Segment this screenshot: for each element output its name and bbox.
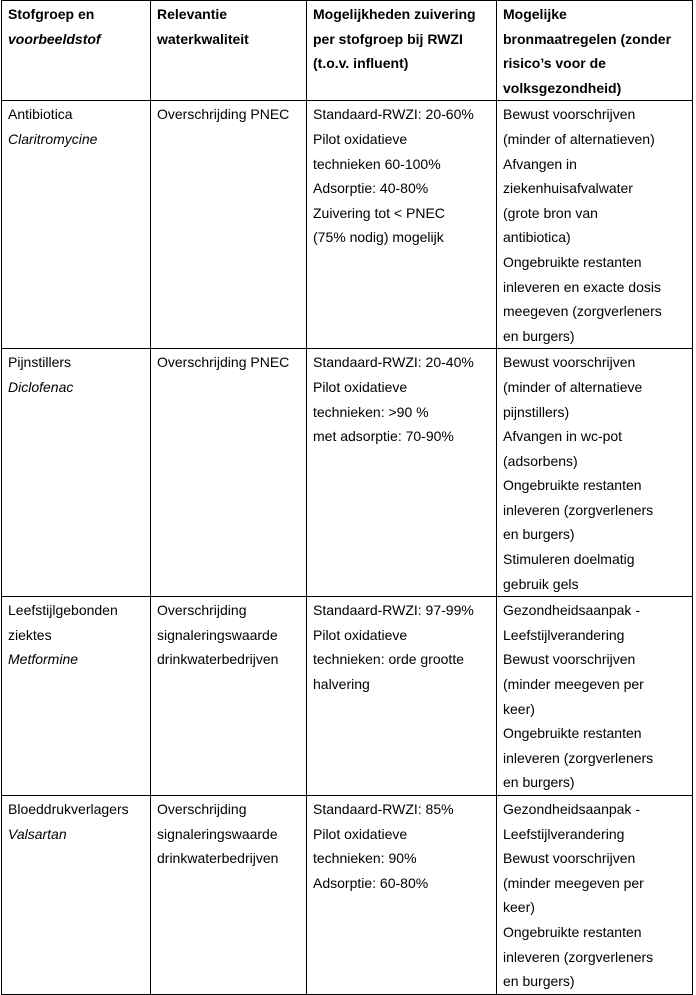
cell-zuivering — [307, 101, 497, 349]
cell-text: Bewust voorschrijven — [503, 651, 636, 668]
cell-text: Ongebruikte restanten — [503, 923, 642, 940]
header-bronmaatregelen — [497, 1, 693, 101]
cell-text: (minder of alternatieve — [503, 378, 643, 395]
cell-text: Pilot oxidatieve — [313, 130, 408, 147]
cell-text: Standaard-RWZI: 85% — [313, 801, 454, 817]
cell-bronmaatregelen — [497, 349, 693, 597]
cell-text: Afvangen in wc-pot — [503, 428, 623, 445]
header-text: Mogelijkheden zuivering — [313, 6, 476, 22]
cell-text: Adsorptie: 40-80% — [313, 180, 429, 197]
cell-text: antibiotica) — [503, 229, 571, 246]
cell-text: Metformine — [8, 651, 79, 668]
cell-text: Standaard-RWZI: 20-40% — [313, 354, 474, 371]
cell-text: (minder meegeven per — [503, 874, 644, 891]
cell-text: inleveren (zorgverleners — [503, 948, 654, 965]
cell-text: Bewust voorschrijven — [503, 850, 636, 867]
cell-text: en burgers) — [503, 327, 575, 344]
cell-zuivering — [307, 796, 497, 995]
cell-text: meegeven (zorgverleners — [503, 303, 662, 320]
cell-text: keer) — [503, 899, 535, 916]
cell-relevantie — [151, 597, 307, 796]
table-row — [2, 597, 693, 796]
cell-text: Ongebruikte restanten — [503, 477, 642, 494]
header-zuivering — [307, 1, 497, 101]
cell-text: drinkwaterbedrijven — [157, 850, 279, 867]
cell-bronmaatregelen — [497, 101, 693, 349]
cell-text: (minder of alternatieven) — [503, 130, 655, 147]
cell-text: Bloeddrukverlagers — [8, 801, 129, 817]
header-text: bronmaatregelen (zonder — [503, 30, 672, 47]
header-text: voorbeeldstof — [8, 30, 101, 47]
cell-stofgroep — [2, 101, 151, 349]
header-stofgroep — [2, 1, 151, 101]
table-row — [2, 101, 693, 349]
cell-text: Overschrijding PNEC — [157, 354, 290, 371]
cell-stofgroep — [2, 349, 151, 597]
cell-text: keer) — [503, 700, 535, 717]
cell-text: en burgers) — [503, 973, 575, 990]
cell-text: inleveren (zorgverleners — [503, 749, 654, 766]
cell-text: technieken: 90% — [313, 850, 417, 867]
header-text: (t.o.v. influent) — [313, 55, 409, 72]
header-relevantie — [151, 1, 307, 101]
cell-text: Afvangen in — [503, 155, 577, 172]
cell-text: pijnstillers) — [503, 403, 570, 420]
cell-text: (grote bron van — [503, 204, 598, 221]
cell-text: Pilot oxidatieve — [313, 626, 408, 643]
cell-text: technieken: >90 % — [313, 403, 429, 420]
header-text: per stofgroep bij RWZI — [313, 30, 463, 47]
cell-text: Ongebruikte restanten — [503, 253, 642, 270]
header-text: Stofgroep en — [8, 6, 95, 22]
measures-table — [1, 0, 693, 995]
table-row — [2, 796, 693, 995]
header-text: volksgezondheid) — [503, 79, 622, 96]
cell-text: Zuivering tot < PNEC — [313, 204, 445, 221]
cell-stofgroep — [2, 796, 151, 995]
cell-text: Gezondheidsaanpak - — [503, 602, 640, 619]
cell-stofgroep — [2, 597, 151, 796]
header-row — [2, 1, 693, 101]
table-body — [2, 101, 693, 994]
cell-text: ziektes — [8, 626, 52, 643]
cell-text: en burgers) — [503, 526, 575, 543]
table-row — [2, 349, 693, 597]
cell-text: inleveren en exacte dosis — [503, 278, 661, 295]
cell-text: Standaard-RWZI: 20-60% — [313, 106, 474, 123]
cell-text: signaleringswaarde — [157, 626, 278, 643]
cell-text: Bewust voorschrijven — [503, 106, 636, 123]
cell-text: met adsorptie: 70-90% — [313, 428, 454, 445]
cell-text: Overschrijding — [157, 801, 247, 817]
cell-text: halvering — [313, 676, 370, 693]
cell-text: Leefstijlverandering — [503, 825, 625, 842]
cell-text: Gezondheidsaanpak - — [503, 801, 640, 817]
cell-text: signaleringswaarde — [157, 825, 278, 842]
cell-text: inleveren (zorgverleners — [503, 501, 654, 518]
cell-text: Adsorptie: 60-80% — [313, 874, 429, 891]
cell-relevantie — [151, 101, 307, 349]
cell-text: technieken 60-100% — [313, 155, 441, 172]
cell-text: (75% nodig) mogelijk — [313, 229, 444, 246]
cell-text: Overschrijding PNEC — [157, 106, 290, 123]
cell-bronmaatregelen — [497, 796, 693, 995]
cell-text: Leefstijlgebonden — [8, 602, 118, 619]
cell-text: (adsorbens) — [503, 452, 578, 469]
cell-text: technieken: orde grootte — [313, 651, 464, 668]
cell-text: ziekenhuisafvalwater — [503, 180, 633, 197]
cell-relevantie — [151, 796, 307, 995]
cell-text: Standaard-RWZI: 97-99% — [313, 602, 474, 619]
cell-text: gebruik gels — [503, 575, 579, 592]
cell-text: Pilot oxidatieve — [313, 825, 408, 842]
cell-text: Leefstijlverandering — [503, 626, 625, 643]
cell-text: (minder meegeven per — [503, 676, 644, 693]
header-text: Mogelijke — [503, 6, 567, 22]
header-text: risico’s voor de — [503, 55, 606, 72]
header-text: Relevantie — [157, 6, 228, 22]
cell-zuivering — [307, 349, 497, 597]
cell-text: Pilot oxidatieve — [313, 378, 408, 395]
header-text: waterkwaliteit — [157, 30, 249, 47]
cell-relevantie — [151, 349, 307, 597]
cell-text: Diclofenac — [8, 378, 74, 395]
cell-text: Pijnstillers — [8, 354, 72, 371]
cell-text: Stimuleren doelmatig — [503, 551, 635, 568]
cell-zuivering — [307, 597, 497, 796]
cell-text: Valsartan — [8, 825, 67, 842]
cell-text: Claritromycine — [8, 130, 98, 147]
cell-bronmaatregelen — [497, 597, 693, 796]
cell-text: drinkwaterbedrijven — [157, 651, 279, 668]
cell-text: Overschrijding — [157, 602, 247, 619]
cell-text: Bewust voorschrijven — [503, 354, 636, 371]
cell-text: Antibiotica — [8, 106, 73, 123]
cell-text: en burgers) — [503, 774, 575, 791]
cell-text: Ongebruikte restanten — [503, 725, 642, 742]
